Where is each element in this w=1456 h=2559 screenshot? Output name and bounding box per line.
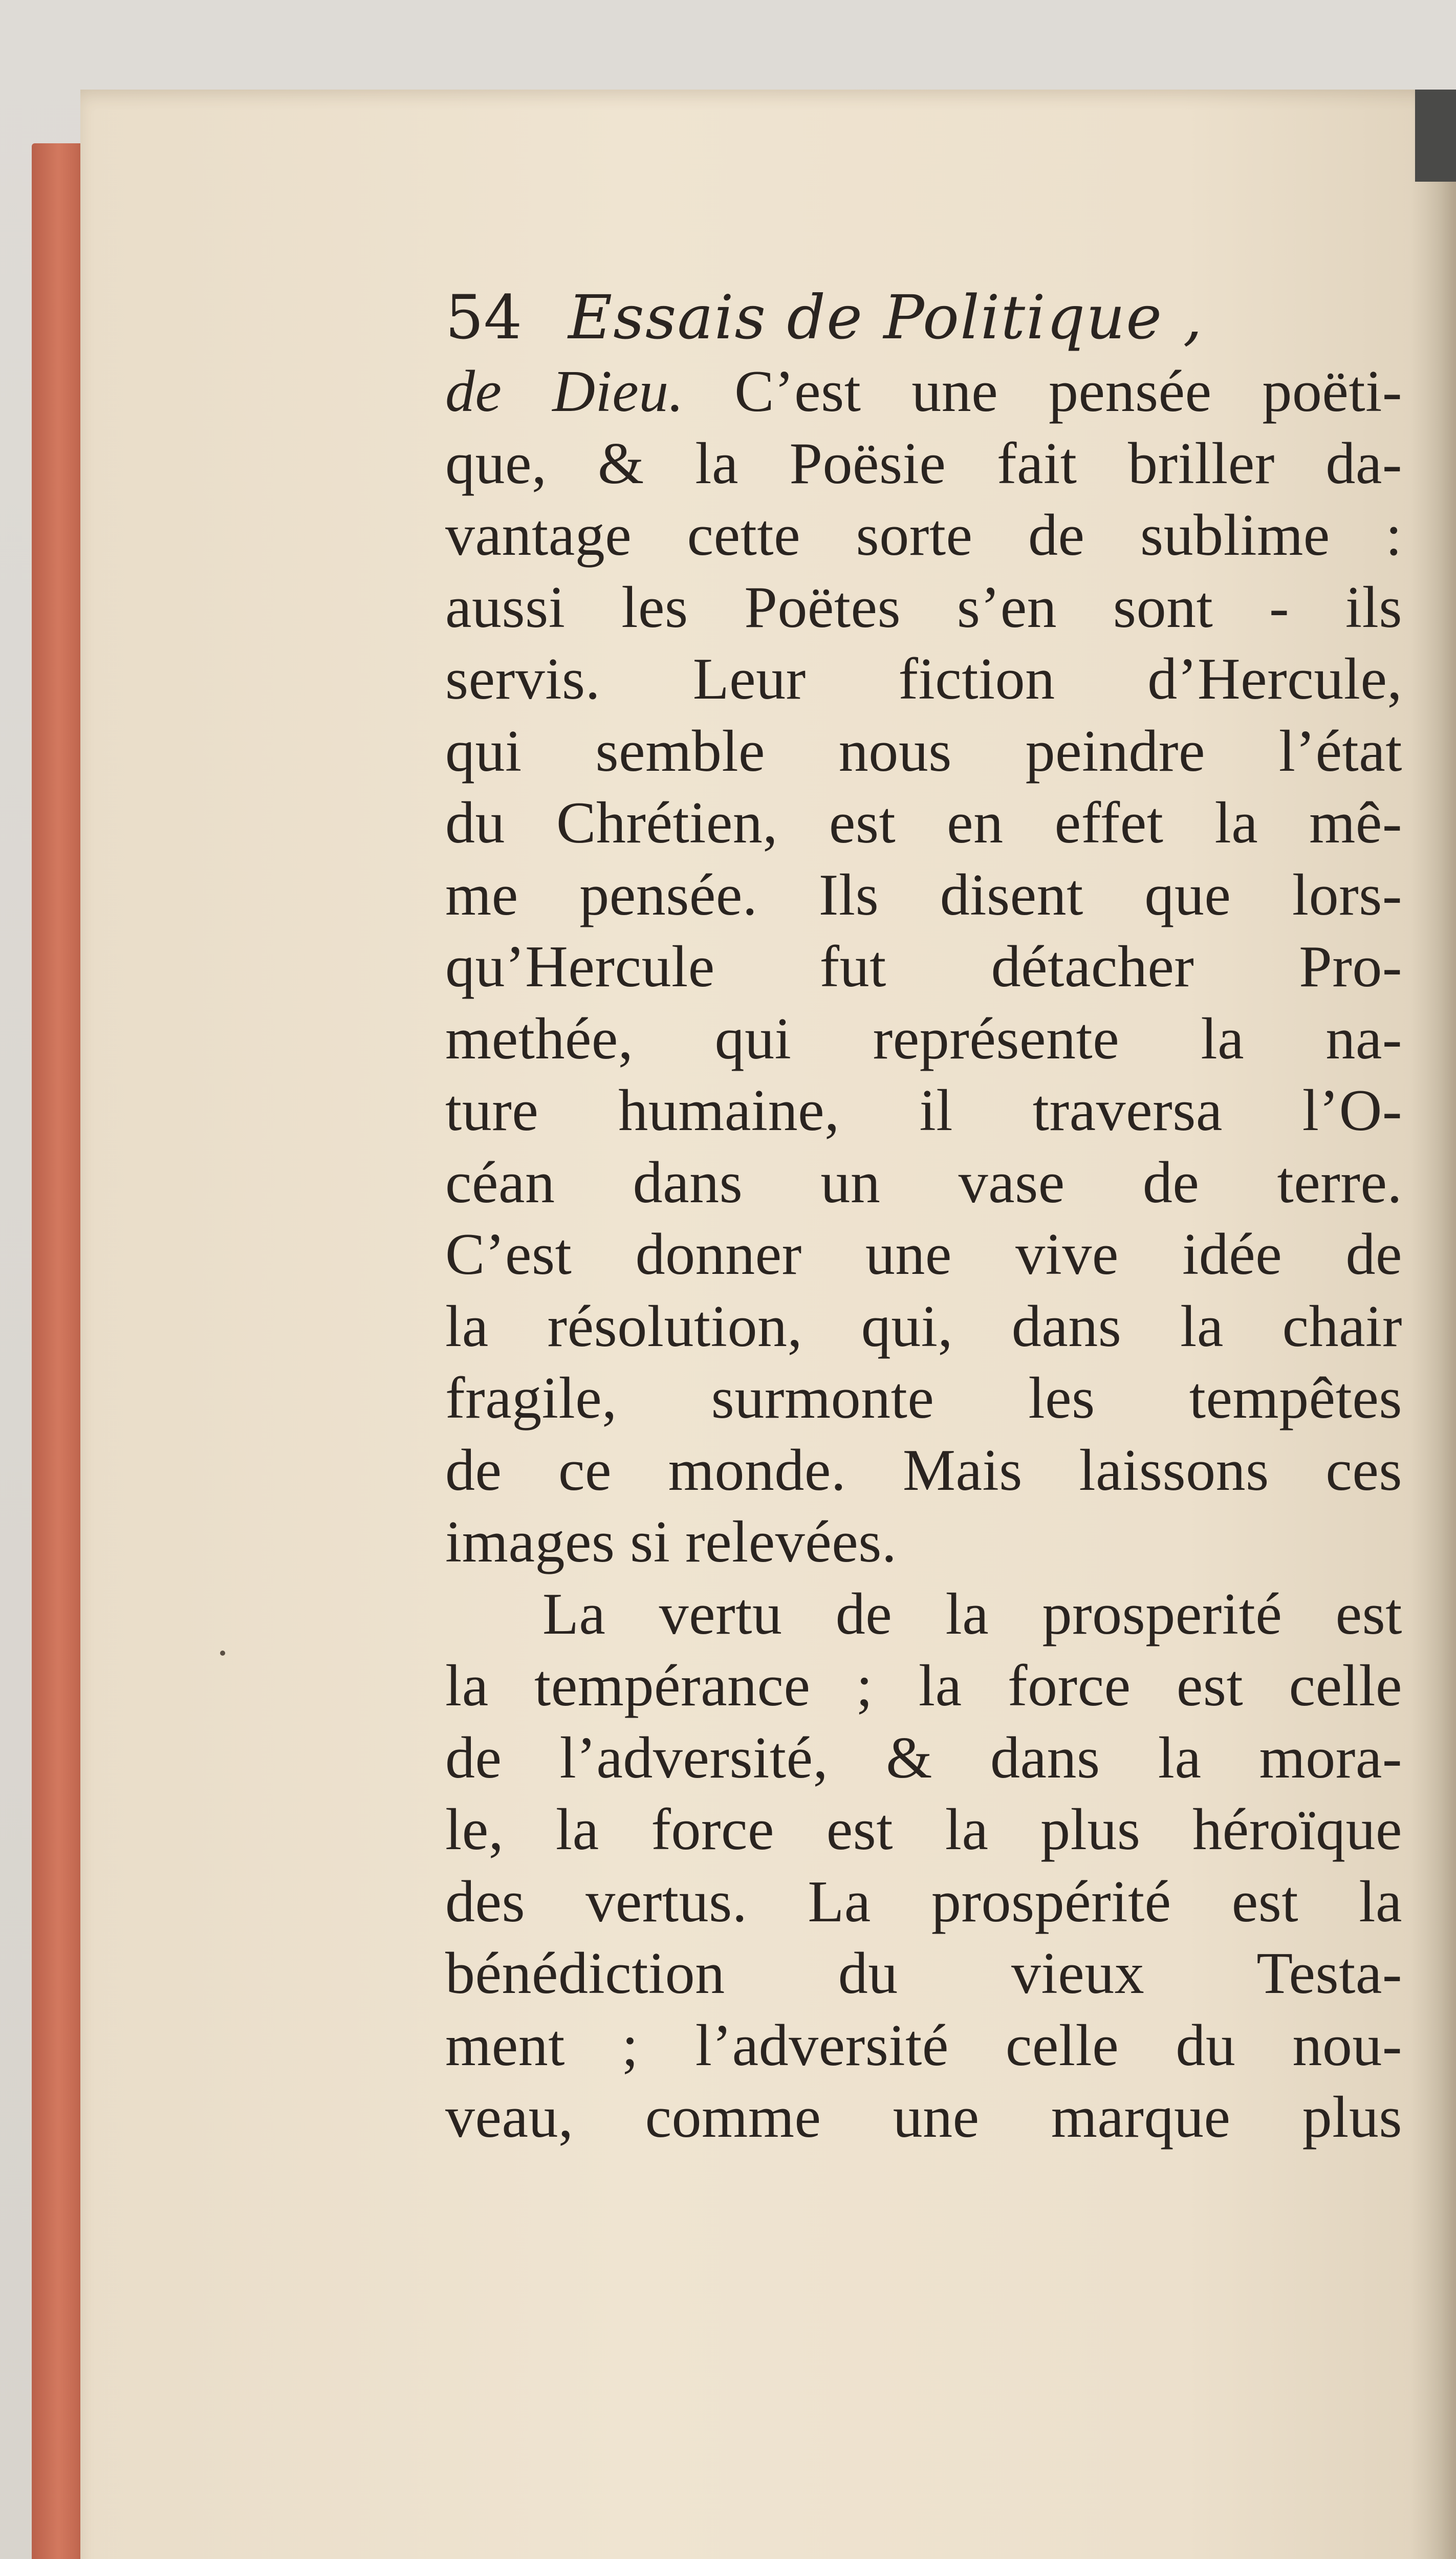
text-line [445,1147,1402,1219]
line-text: qu’Hercule fut détacher Pro- [445,934,1402,1000]
spine-strip [1415,90,1456,182]
text-line [445,500,1402,572]
line-text: ment ; l’adversité celle du nou- [445,2012,1402,2078]
text-line [445,1435,1402,1507]
text-line [445,787,1402,859]
text-line [445,1291,1402,1363]
text-line [445,643,1402,715]
line-text: servis. Leur fiction d’Hercule, [445,646,1402,712]
line-text: La vertu de la prosperité est [542,1581,1402,1647]
line-text: C’est une pensée poëti- [684,359,1402,424]
line-text: du Chrétien, est en effet la mê- [445,790,1402,856]
line-text: fragile, surmonte les tempêtes [445,1365,1402,1431]
text-line [445,1722,1402,1794]
text-line [445,1003,1402,1075]
line-text: la résolution, qui, dans la chair [445,1293,1402,1359]
text-line [445,572,1402,644]
page-number: 54 [445,282,523,353]
line-text: le, la force est la plus héroïque [445,1797,1402,1862]
line-text: la tempérance ; la force est celle [445,1653,1402,1719]
line-text: me pensée. Ils disent que lors- [445,862,1402,928]
line-text: céan dans un vase de terre. [445,1150,1402,1216]
text-block [445,279,1402,2154]
text-line [445,428,1402,500]
line-text: ture humaine, il traversa l’O- [445,1078,1402,1143]
text-line-paragraph-start [445,1578,1402,1651]
running-head [445,279,1402,356]
line-text: de ce monde. Mais laissons ces [445,1437,1402,1503]
line-text: aussi les Poëtes s’en sont - ils [445,574,1402,640]
line-text: des vertus. La prospérité est la [445,1869,1402,1935]
text-line [445,2010,1402,2082]
text-line [445,1075,1402,1147]
text-line [445,2081,1402,2154]
text-line [445,1866,1402,1938]
paper-speck [220,1651,225,1656]
line-text: que, & la Poësie fait briller da- [445,430,1402,496]
line-text: qui semble nous peindre l’état [445,718,1402,784]
text-line [445,859,1402,931]
text-line [445,1794,1402,1866]
line-text: de l’adversité, & dans la mora- [445,1725,1402,1791]
text-line [445,1506,1402,1578]
text-line [445,715,1402,788]
text-line [445,1650,1402,1722]
page-gutter-shadow [1410,90,1456,2559]
line-italic-prefix: de Dieu. [445,359,684,424]
line-text: methée, qui représente la na- [445,1006,1402,1072]
text-line [445,356,1402,428]
text-line [445,1362,1402,1435]
text-line [445,931,1402,1003]
text-line [445,1219,1402,1291]
running-title: Essais de Politique , [568,282,1204,353]
line-text: images si relevées. [445,1509,897,1575]
line-text: vantage cette sorte de sublime : [445,503,1402,568]
line-text: C’est donner une vive idée de [445,1222,1402,1287]
text-line [445,1938,1402,2010]
line-text: veau, comme une marque plus [445,2085,1402,2150]
line-text: bénédiction du vieux Testa- [445,1941,1402,2006]
